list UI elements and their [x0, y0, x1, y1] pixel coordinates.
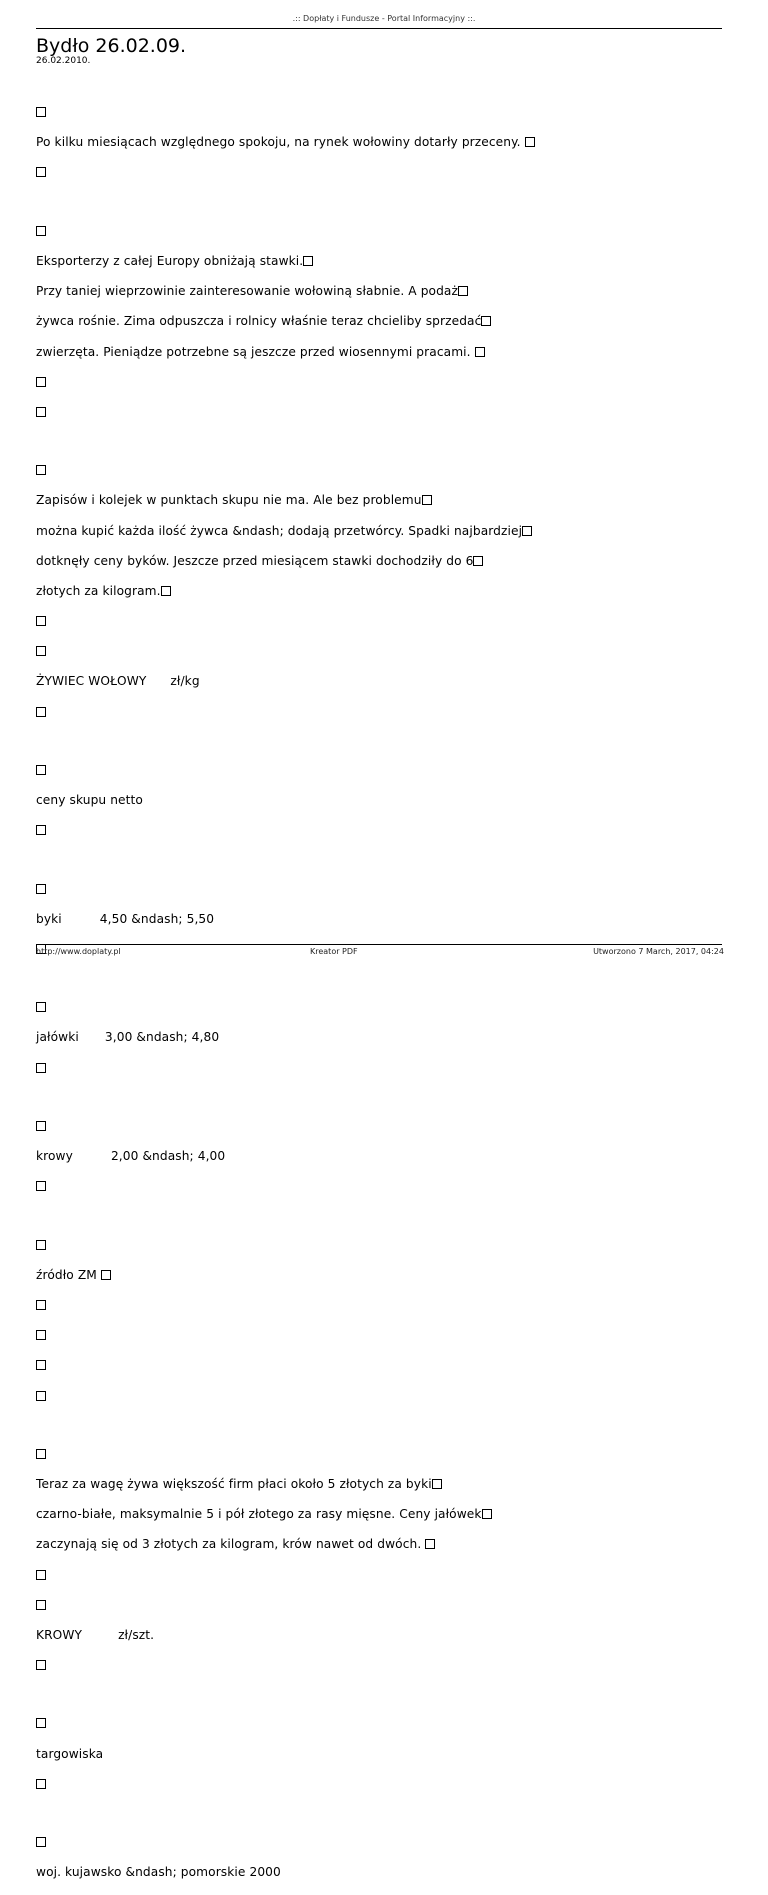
missing-glyph-icon — [36, 226, 46, 236]
paragraph-2-line-3: żywca rośnie. Zima odpuszcza i rolnicy właśnie teraz chcieliby sprzedać — [36, 314, 482, 329]
missing-glyph-icon — [36, 465, 46, 475]
article-body — [36, 90, 726, 1895]
missing-glyph-icon — [36, 1570, 46, 1580]
table-1-unit: zł/kg — [170, 674, 200, 689]
table-2-heading: KROWY — [36, 1627, 83, 1642]
table-2-unit: zł/szt. — [118, 1627, 155, 1642]
missing-glyph-icon — [475, 347, 485, 357]
missing-glyph-icon — [36, 646, 46, 656]
missing-glyph-icon — [36, 1181, 46, 1191]
table-1-source: źródło ZM — [36, 1267, 97, 1282]
paragraph-4-line-3: zaczynają się od 3 złotych za kilogram, krów nawet od dwóch. — [36, 1537, 422, 1552]
missing-glyph-icon — [432, 1479, 442, 1489]
missing-glyph-icon — [36, 616, 46, 626]
paragraph-3-line-4: złotych za kilogram. — [36, 583, 161, 598]
paragraph-4-line-1: Teraz za wagę żywa większość firm płaci około 5 złotych za byki — [36, 1476, 432, 1491]
missing-glyph-icon — [458, 286, 468, 296]
article-date: 26.02.2010. — [36, 56, 91, 66]
missing-glyph-icon — [36, 1391, 46, 1401]
table-1-heading: ŻYWIEC WOŁOWY — [36, 674, 147, 689]
missing-glyph-icon — [422, 495, 432, 505]
paragraph-3-line-1: Zapisów i kolejek w punktach skupu nie ma. Ale bez problemu — [36, 493, 422, 508]
missing-glyph-icon — [481, 316, 491, 326]
paragraph-4-line-2: czarno-białe, maksymalnie 5 i pół złotego za rasy mięsne. Ceny jałówek — [36, 1507, 482, 1522]
missing-glyph-icon — [101, 1270, 111, 1280]
table-row-value: 4,50 &ndash; 5,50 — [99, 911, 215, 926]
missing-glyph-icon — [36, 1837, 46, 1847]
table-row-label: krowy — [36, 1149, 73, 1164]
missing-glyph-icon — [36, 1779, 46, 1789]
missing-glyph-icon — [36, 884, 46, 894]
footer-generator: Kreator PDF — [310, 947, 358, 956]
missing-glyph-icon — [36, 377, 46, 387]
article-title: Bydło 26.02.09. — [36, 35, 187, 57]
missing-glyph-icon — [36, 1240, 46, 1250]
missing-glyph-icon — [36, 107, 46, 117]
missing-glyph-icon — [36, 407, 46, 417]
header-divider — [36, 28, 722, 29]
missing-glyph-icon — [36, 1063, 46, 1073]
missing-glyph-icon — [36, 1300, 46, 1310]
paragraph-3-line-2: można kupić każda ilość żywca &ndash; dodają przetwórcy. Spadki najbardziej — [36, 523, 523, 538]
missing-glyph-icon — [36, 765, 46, 775]
missing-glyph-icon — [303, 256, 313, 266]
missing-glyph-icon — [36, 1449, 46, 1459]
table-row-value: 3,00 &ndash; 4,80 — [104, 1030, 220, 1045]
paragraph-3-line-3: dotknęły ceny byków. Jeszcze przed miesiącem stawki dochodziły do 6 — [36, 553, 474, 568]
missing-glyph-icon — [425, 1539, 435, 1549]
footer-divider — [36, 944, 722, 945]
footer-created: Utworzono 7 March, 2017, 04:24 — [593, 947, 724, 956]
missing-glyph-icon — [36, 1330, 46, 1340]
missing-glyph-icon — [36, 707, 46, 717]
paragraph-1: Po kilku miesiącach względnego spokoju, na rynek wołowiny dotarły przeceny. — [36, 135, 521, 150]
table-2-subheading: targowiska — [36, 1746, 104, 1761]
missing-glyph-icon — [36, 1600, 46, 1610]
table-row-value: 2,00 &ndash; 4,00 — [110, 1149, 226, 1164]
paragraph-2-line-2: Przy taniej wieprzowinie zainteresowanie wołowiną słabnie. A podaż — [36, 284, 458, 299]
missing-glyph-icon — [36, 1718, 46, 1728]
paragraph-2-line-1: Eksporterzy z całej Europy obniżają stawki. — [36, 253, 304, 268]
missing-glyph-icon — [36, 167, 46, 177]
paragraph-2-line-4: zwierzęta. Pieniądze potrzebne są jeszcze przed wiosennymi pracami. — [36, 344, 471, 359]
missing-glyph-icon — [36, 1121, 46, 1131]
missing-glyph-icon — [473, 556, 483, 566]
missing-glyph-icon — [161, 586, 171, 596]
missing-glyph-icon — [525, 137, 535, 147]
page-header-title: .:: Dopłaty i Fundusze - Portal Informacyjny ::. — [292, 14, 476, 23]
missing-glyph-icon — [36, 825, 46, 835]
missing-glyph-icon — [36, 1002, 46, 1012]
table-row-label: byki — [36, 911, 62, 926]
table-row-label: jałówki — [36, 1030, 79, 1045]
table-2-row: woj. kujawsko &ndash; pomorskie 2000 — [36, 1865, 281, 1880]
missing-glyph-icon — [522, 526, 532, 536]
table-1-subheading: ceny skupu netto — [36, 793, 143, 808]
missing-glyph-icon — [36, 1660, 46, 1670]
footer-url[interactable]: http://www.doplaty.pl — [36, 947, 121, 956]
missing-glyph-icon — [482, 1509, 492, 1519]
missing-glyph-icon — [36, 1360, 46, 1370]
